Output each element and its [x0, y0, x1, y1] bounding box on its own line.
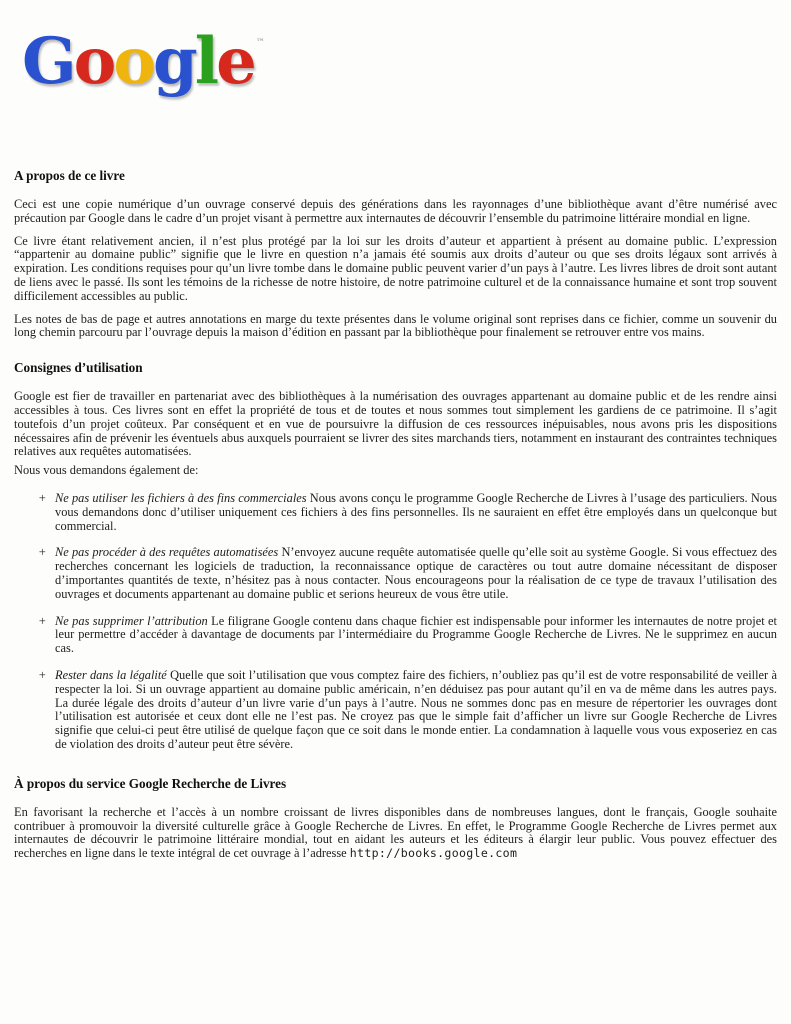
usage-rules-list: [14, 492, 777, 752]
list-item-no-commercial-use: [38, 492, 777, 533]
bullet-detail: Le filigrane Google contenu dans chaque fichier est indispensable pour informer les internautes de notre projet et leur permettre d’accéder à davantage de documents par l’intermédiaire du Programme Google Recherche de Livres. Ne le supprimez en aucun cas.: [55, 613, 777, 656]
paragraph-about-book-3: Les notes de bas de page et autres annotations en marge du texte présentes dans le volume original sont reprises dans ce fichier, comme un souvenir du long chemin parcouru par l’ouvrage depuis la maison d’édition en passant par la bibliothèque pour finalement se retrouver entre vos mains.: [14, 311, 777, 340]
bullet-lead: Ne pas utiliser les fichiers à des fins commerciales: [55, 490, 307, 505]
document-content: [0, 168, 791, 861]
about-service-text: En favorisant la recherche et l’accès à un nombre croissant de livres disponibles dans de nombreuses langues, dont le français, Google souhaite contribuer à promouvoir la diversité culturelle grâce à Google Recherche de Livres. En effet, le Programme Google Recherche de Livres permet aux internautes de découvrir le patrimoine littéraire mondial, tout en aidant les auteurs et les éditeurs à élargir leur public. Vous pouvez effectuer des recherches en ligne dans le texte intégral de cet ouvrage à l’adresse: [14, 804, 777, 861]
bullet-plus-marker: +: [38, 545, 47, 560]
section-heading-usage: Consignes d’utilisation: [14, 360, 143, 376]
list-item-stay-legal: [38, 669, 777, 752]
google-logo: [22, 24, 265, 99]
logo-block: [0, 0, 791, 122]
logo-letter-o1: o: [73, 24, 114, 99]
books-google-url: http://books.google.com: [349, 846, 518, 861]
bullet-lead: Ne pas procéder à des requêtes automatisées: [55, 545, 279, 560]
bullet-detail: Quelle que soit l’utilisation que vous comptez faire des fichiers, n’oubliez pas qu’il est de votre responsabilité de veiller à respecter la loi. Si un ouvrage appartient au domaine public américain, n’en déduisez pas pour autant qu’il en va de même dans les autres pays. La durée légale des droits d’auteur d’un livre varie d’un pays à l’autre. Nous ne sommes donc pas en mesure de répertorier les ouvrages dont l’utilisation est autorisée et ceux dont elle ne l’est pas. Ne croyez pas que le simple fait d’afficher un livre sur Google Recherche de Livres signifie que celui-ci peut être utilisé de quelque façon que ce soit dans le monde entier. La condamnation à laquelle vous vous exposeriez en cas de violation des droits d’auteur peut être sévère.: [55, 667, 777, 751]
paragraph-about-book-2: Ce livre étant relativement ancien, il n’est plus protégé par la loi sur les droits d’auteur et appartient à présent au domaine public. L’expression “appartenir au domaine public” signifie que le livre en question n’a jamais été soumis aux droits d’auteur ou que ses droits légaux sont arrivés à expiration. Les conditions requises pour qu’un livre tombe dans le domaine public peuvent varier d’un pays à l’autre. Les livres libres de droit sont autant de liens avec le passé. Ils sont les témoins de la richesse de notre histoire, de notre patrimoine culturel et de la connaissance humaine et sont trop souvent difficilement accessibles au public.: [14, 233, 777, 303]
logo-letter-g2: g: [153, 24, 195, 99]
trademark-symbol: ™: [255, 38, 265, 48]
bullet-plus-marker: +: [38, 613, 47, 628]
bullet-lead: Ne pas supprimer l’attribution: [55, 613, 208, 628]
bullet-plus-marker: +: [38, 667, 47, 682]
logo-letter-o2: o: [113, 24, 154, 99]
bullet-text: [55, 669, 777, 752]
section-heading-about-service: À propos du service Google Recherche de Livres: [14, 775, 287, 791]
paragraph-about-service: [14, 806, 777, 861]
logo-letter-g1: G: [22, 24, 74, 99]
paragraph-usage-request: Nous vous demandons également de:: [14, 463, 199, 478]
bullet-text: [55, 615, 777, 656]
bullet-detail: Nous avons conçu le programme Google Recherche de Livres à l’usage des particuliers. Nous vous demandons donc d’utiliser uniquement ces fichiers à des fins personnelles. Ils ne sauraient en effet être employés dans un quelconque but commercial.: [55, 490, 777, 533]
bullet-lead: Rester dans la légalité: [55, 667, 167, 682]
logo-letter-l: l: [194, 24, 217, 99]
list-item-no-automated-queries: [38, 546, 777, 601]
paragraph-about-book-1: Ceci est une copie numérique d’un ouvrage conservé depuis des générations dans les rayonnages d’une bibliothèque avant d’être numérisé avec précaution par Google dans le cadre d’un projet visant à permettre aux internautes de découvrir l’ensemble du patrimoine littéraire mondial en ligne.: [14, 197, 777, 225]
paragraph-usage-intro: Google est fier de travailler en partenariat avec des bibliothèques à la numérisation des ouvrages appartenant au domaine public et de les rendre ainsi accessibles à tous. Ces livres sont en effet la propriété de tous et de toutes et nous sommes tout simplement les gardiens de ce patrimoine. Il s’agit toutefois d’un projet coûteux. Par conséquent et en vue de poursuivre la diffusion de ces ressources inépuisables, nous avons pris les dispositions nécessaires afin de prévenir les éventuels abus auxquels pourraient se livrer des sites marchands tiers, notamment en instaurant des contraintes techniques relatives aux requêtes automatisées.: [14, 389, 777, 459]
bullet-plus-marker: +: [38, 490, 47, 505]
bullet-text: [55, 492, 777, 533]
bullet-text: [55, 546, 777, 601]
logo-letter-e: e: [216, 24, 254, 99]
list-item-keep-attribution: [38, 615, 777, 656]
bullet-detail: N’envoyez aucune requête automatisée quelle qu’elle soit au système Google. Si vous effectuez des recherches concernant les logiciels de traduction, la reconnaissance optique de caractères ou tout autre domaine nécessitant de disposer d’importantes quantités de texte, n’hésitez pas à nous contacter. Nous encourageons pour la réalisation de ce type de travaux l’utilisation des ouvrages et documents appartenant au domaine public et serions heureux de vous être utile.: [55, 545, 778, 601]
section-heading-about-book: A propos de ce livre: [14, 168, 125, 183]
